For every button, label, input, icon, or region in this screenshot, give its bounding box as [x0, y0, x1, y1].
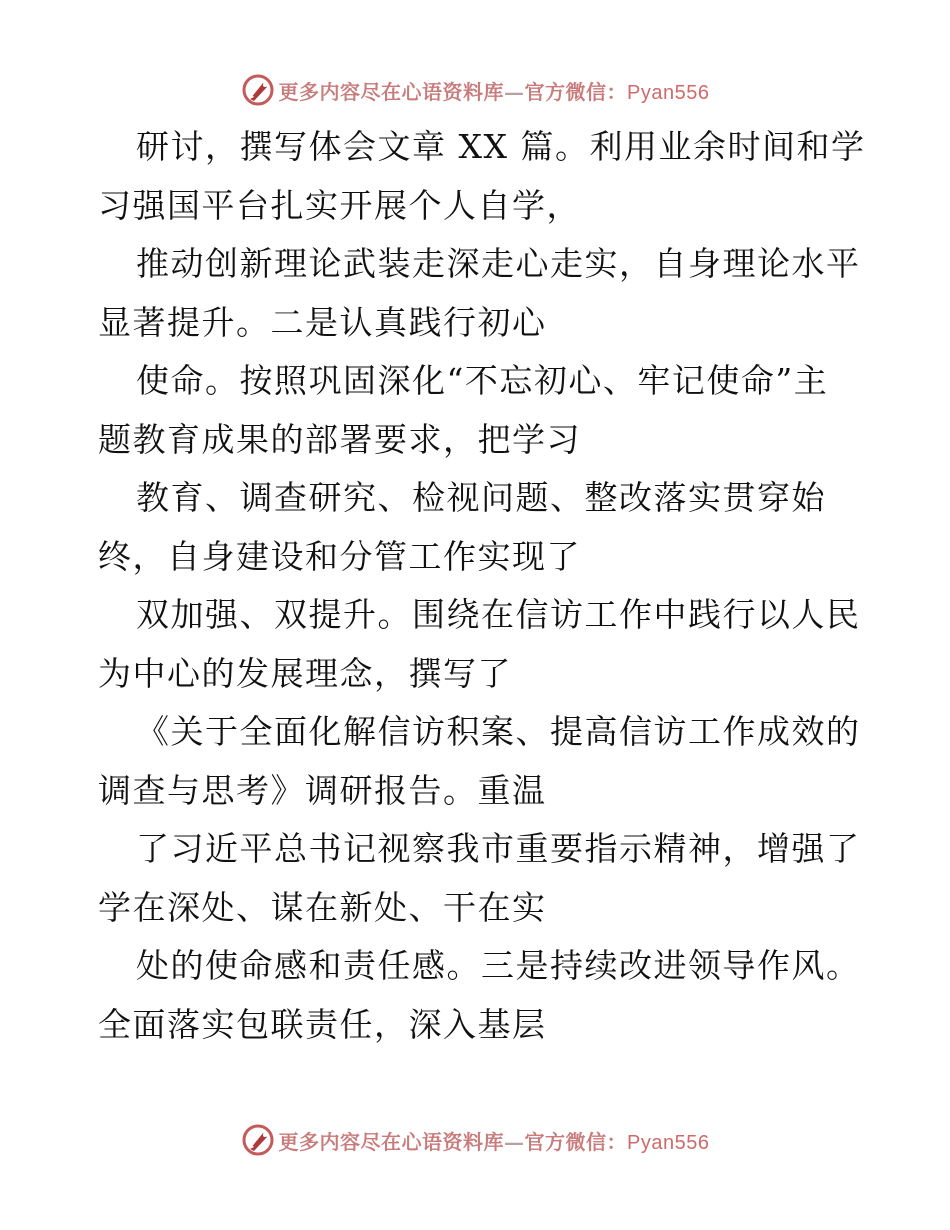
header-wechat-id: Pyan556 [627, 81, 710, 104]
header-site-text: 更多内容尽在心语资料库 [278, 79, 505, 104]
body-line: 习强国平台扎实开展个人自学， [98, 185, 581, 225]
body-line: 《关于全面化解信访积案、提高信访工作成效的 [136, 712, 861, 751]
body-line: 终，自身建设和分管工作实现了 [98, 536, 581, 576]
body-line: 推动创新理论武装走深走心走实，自身理论水平 [136, 244, 861, 283]
body-line: 教育、调查研究、检视问题、整改落实贯穿始 [136, 478, 826, 517]
body-line: 全面落实包联责任，深入基层 [98, 1004, 547, 1044]
header-wechat-label: 官方微信： [524, 79, 628, 104]
header-dash: — [504, 79, 525, 104]
footer-watermark-text [279, 1126, 710, 1155]
footer-wechat-label: 官方微信： [524, 1129, 628, 1154]
footer-dash: — [504, 1129, 525, 1154]
footer-wechat-id: Pyan556 [627, 1131, 710, 1154]
body-line: 处的使命感和责任感。三是持续改进领导作风。 [136, 946, 861, 985]
body-line: 研讨，撰写体会文章 XX 篇。利用业余时间和学 [136, 127, 866, 166]
body-line: 使命。按照巩固深化“不忘初心、牢记使命”主 [136, 361, 829, 400]
document-body [98, 118, 866, 1054]
body-line: 为中心的发展理念，撰写了 [98, 653, 512, 693]
body-line: 显著提升。二是认真践行初心 [98, 302, 547, 342]
body-line: 了习近平总书记视察我市重要指示精神，增强了 [136, 829, 861, 868]
pen-nib-logo-icon [241, 1123, 275, 1157]
body-line: 题教育成果的部署要求，把学习 [98, 419, 581, 459]
pen-nib-logo-icon [241, 73, 275, 107]
body-line: 学在深处、谋在新处、干在实 [98, 887, 547, 927]
header-watermark-text [279, 76, 710, 105]
footer-site-text: 更多内容尽在心语资料库 [278, 1129, 505, 1154]
body-line: 调查与思考》调研报告。重温 [98, 770, 547, 810]
body-line: 双加强、双提升。围绕在信访工作中践行以人民 [136, 595, 861, 634]
header-watermark-banner [0, 70, 950, 110]
footer-watermark-banner [0, 1120, 950, 1160]
